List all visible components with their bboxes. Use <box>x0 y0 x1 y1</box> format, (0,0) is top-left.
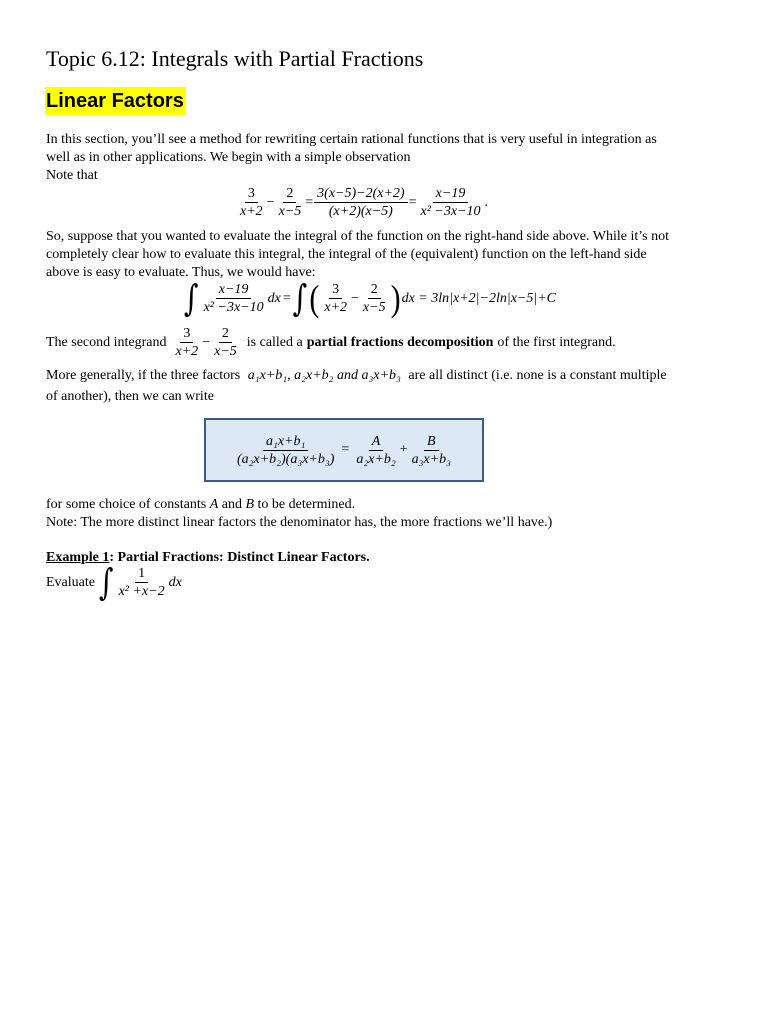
numerator: A <box>369 434 384 451</box>
denominator: x+2 <box>175 344 199 359</box>
fraction <box>417 186 483 219</box>
equals-sign: = <box>305 194 314 210</box>
integral-sign: ∫ <box>184 276 199 320</box>
text: and <box>221 497 242 512</box>
denominator: x−5 <box>214 344 237 359</box>
intro-line-1: In this section, you’ll see a method for rewriting certain rational functions that is very useful in integration as <box>46 132 657 147</box>
equals-sign: = <box>341 442 350 457</box>
denominator: x² +x−2 <box>118 584 165 599</box>
bold-term: partial fractions decomposition <box>306 334 494 350</box>
numerator: 2 <box>283 186 296 203</box>
text: for some choice of constants <box>46 497 207 512</box>
dx: dx <box>267 290 281 306</box>
fraction <box>321 282 350 315</box>
fraction <box>116 566 168 599</box>
paragraph-2-line-1: So, suppose that you wanted to evaluate the integral of the function on the right-hand side above. While it’s not <box>46 229 669 244</box>
text: The second integrand <box>46 334 167 350</box>
fraction <box>314 186 407 219</box>
intro-line-2: well as in other applications. We begin with a simple observation <box>46 150 411 165</box>
denominator: (x+2)(x−5) <box>328 204 393 219</box>
numerator: a₁x+b₁ <box>263 434 308 451</box>
denominator: (a₂x+b₂)(a₃x+b₃) <box>236 451 335 467</box>
page-title: Topic 6.12: Integrals with Partial Fractions <box>46 46 424 71</box>
right-paren: ) <box>390 277 401 319</box>
example-title: : Partial Fractions: Distinct Linear Factors. <box>109 550 370 565</box>
constant-a: A <box>209 497 219 512</box>
numerator: 3(x−5)−2(x+2) <box>314 186 407 203</box>
evaluate-label: Evaluate <box>46 574 95 590</box>
fraction <box>353 434 398 467</box>
after-line-1 <box>46 496 355 514</box>
denominator: a₃x+b₃ <box>411 451 452 467</box>
fraction <box>409 434 454 467</box>
second-integrand-line <box>46 326 616 359</box>
constant-b: B <box>245 497 255 512</box>
general-line-1 <box>46 367 667 385</box>
boxed-equation <box>204 418 484 482</box>
numerator: 2 <box>368 282 381 299</box>
fraction <box>234 434 337 467</box>
after-line-2: Note: The more distinct linear factors the denominator has, the more fractions we’ll have.) <box>46 515 553 530</box>
denominator: x−5 <box>278 204 302 219</box>
minus-sign: − <box>266 194 275 210</box>
left-paren: ( <box>309 277 320 319</box>
text: of the first integrand. <box>497 334 616 350</box>
paragraph-2-line-2: completely clear how to evaluate this integral, the integral of the (equivalent) function on the left-hand side <box>46 247 647 262</box>
denominator: x−5 <box>362 300 386 315</box>
factors: a₁x+b₁, a₂x+b₂ and a₃x+b₃ <box>247 368 401 383</box>
fraction <box>201 282 267 315</box>
example-problem <box>46 560 182 604</box>
fraction <box>173 326 202 359</box>
dx: dx <box>168 574 182 590</box>
numerator: 3 <box>329 282 342 299</box>
period: . <box>484 194 489 210</box>
numerator: x−19 <box>216 282 252 299</box>
equation-2 <box>184 276 556 320</box>
paragraph-2-line-3: above is easy to evaluate. Thus, we would have: <box>46 265 316 280</box>
equation-1 <box>236 186 488 219</box>
equals-sign: = <box>408 194 417 210</box>
example-label: Example 1 <box>46 550 110 565</box>
equals-sign: = <box>282 290 291 306</box>
denominator: x+2 <box>240 204 263 219</box>
denominator: a₂x+b₂ <box>356 451 396 467</box>
example-heading <box>46 549 370 567</box>
fraction <box>360 282 389 315</box>
numerator: 3 <box>245 186 258 203</box>
integral-sign: ∫ <box>292 276 308 320</box>
result: dx = 3ln|x+2|−2ln|x−5|+C <box>401 290 556 306</box>
decomposition-formula <box>233 434 455 467</box>
section-heading: Linear Factors <box>45 87 186 115</box>
fraction <box>211 326 240 359</box>
denominator: x² −3x−10 <box>203 300 264 315</box>
minus-sign: − <box>351 290 359 306</box>
numerator: 1 <box>135 566 148 583</box>
minus-sign: − <box>202 334 211 350</box>
plus-sign: + <box>399 442 408 457</box>
text: are all distinct (i.e. none is a constant multiple <box>408 368 667 383</box>
text: is called a <box>246 334 303 350</box>
fraction <box>237 186 266 219</box>
text: More generally, if the three factors <box>46 368 241 383</box>
numerator: B <box>424 434 439 451</box>
integral-sign: ∫ <box>98 560 114 604</box>
intro-line-3: Note that <box>46 168 98 183</box>
denominator: x+2 <box>324 300 348 315</box>
numerator: 3 <box>180 326 193 343</box>
denominator: x² −3x−10 <box>420 204 481 219</box>
fraction <box>276 186 305 219</box>
numerator: 2 <box>219 326 232 343</box>
general-line-2: of another), then we can write <box>46 389 214 404</box>
text: to be determined. <box>257 497 356 512</box>
numerator: x−19 <box>433 186 469 203</box>
